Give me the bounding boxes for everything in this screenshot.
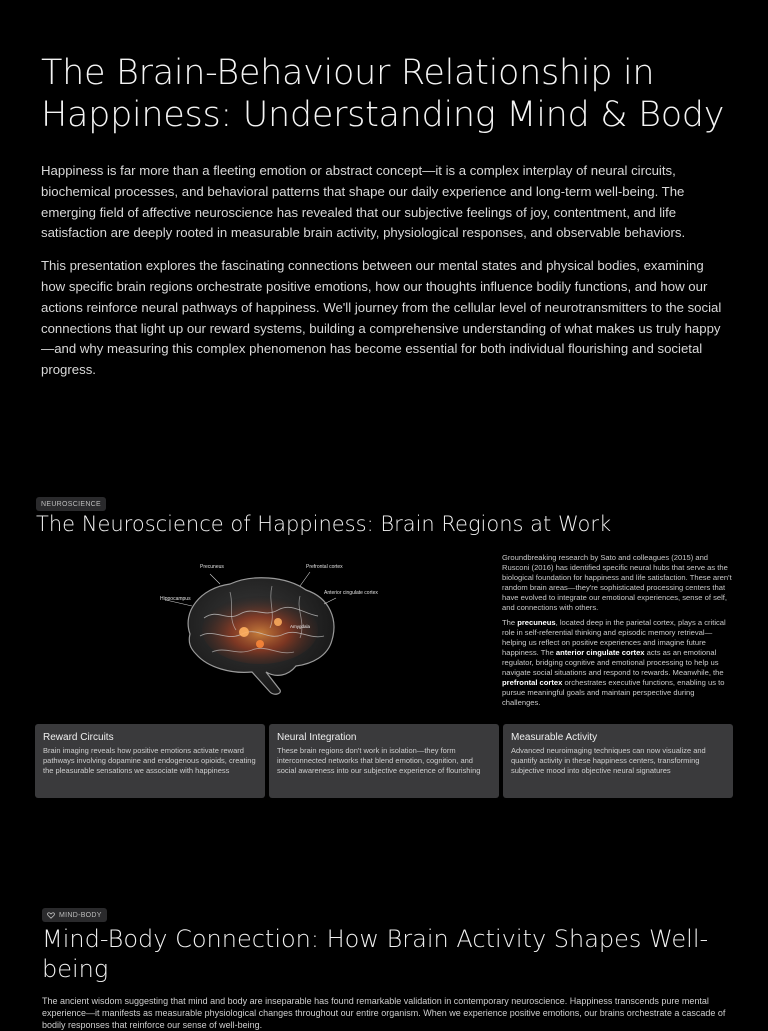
feature-cards [35, 724, 733, 798]
brain-label-hippocampus: Hippocampus [160, 596, 191, 602]
brain-label-prefrontal: Prefrontal cortex [306, 564, 343, 570]
intro-section [41, 161, 731, 393]
card-text: These brain regions don't work in isolation—they form interconnected networks that blend emotion, cognition, and social awareness into our subjective experience of flourishing [277, 746, 481, 775]
neuro-paragraph-regions [502, 618, 734, 708]
text-span: orchestrates executive functions, enabling us to pursue meaningful goals and maintain perspective during challenges. [502, 678, 725, 707]
text-span: , located deep in the parietal cortex, plays a critical role in self-referential thinking and episodic memory retrieval—helping us reflect on positive experiences and imagine future happiness. The [502, 618, 726, 657]
page-title: The Brain-Behaviour Relationship in Happiness: Understanding Mind & Body [41, 53, 725, 135]
brain-label-acc: Anterior cingulate cortex [324, 590, 378, 596]
heart-icon [47, 912, 55, 919]
neuroscience-description [502, 553, 734, 713]
card-neural-integration [269, 724, 499, 798]
card-reward-circuits [35, 724, 265, 798]
card-title: Reward Circuits [43, 732, 114, 743]
mind-body-tag [42, 908, 107, 922]
intro-paragraph: Happiness is far more than a fleeting emotion or abstract concept—it is a complex interplay of neural circuits, biochemical processes, and behavioral patterns that shape our daily experience and long-term well-being. The emerging field of affective neuroscience has revealed that our subjective feelings of joy, contentment, and life satisfaction are deeply rooted in measurable brain activity, physiological responses, and observable behaviors. [41, 163, 686, 241]
card-title: Neural Integration [277, 732, 357, 743]
brain-label-precuneus: Precuneus [200, 564, 224, 570]
card-title: Measurable Activity [511, 732, 598, 743]
neuroscience-title: The Neuroscience of Happiness: Brain Regions at Work [36, 512, 612, 536]
card-measurable-activity [503, 724, 733, 798]
neuro-paragraph: Groundbreaking research by Sato and colleagues (2015) and Rusconi (2016) has identified specific neural hubs that serve as the biological foundation for happiness and life satisfaction. These aren't random brain areas—they're sophisticated processing centers that have evolved to integrate our emotional experiences, sense of self, and connections with others. [502, 553, 732, 612]
brain-illustration [160, 556, 378, 702]
text-span: The [502, 618, 518, 627]
neuroscience-tag: NEUROSCIENCE [36, 497, 106, 511]
precuneus-term: precuneus [517, 618, 556, 627]
mind-body-tag-label: MIND-BODY [59, 911, 102, 919]
mind-body-text: The ancient wisdom suggesting that mind and body are inseparable has found remarkable validation in contemporary neuroscience. Happiness transcends pure mental experience—it manifests as measurable physiological changes throughout our entire organism. When we experience positive emotions, our brains orchestrate a cascade of bodily responses that reinforce our sense of well-being. [42, 996, 726, 1030]
mind-body-title: Mind-Body Connection: How Brain Activity Shapes Well-being [42, 925, 709, 983]
text-span: acts as an emotional regulator, bridging cognitive and emotional processing to help us navigate social situations and respond to rewards. Meanwhile, the [502, 648, 724, 677]
intro-paragraph: This presentation explores the fascinating connections between our mental states and physical bodies, examining how specific brain regions orchestrate positive emotions, how our thoughts influence bodily functions, and how our actions reinforce neural pathways of happiness. We'll journey from the cellular level of neurotransmitters to the social connections that light up our reward systems, building a comprehensive understanding of what makes us truly happy—and why measuring this complex phenomenon has become essential for both individual flourishing and societal progress. [41, 258, 722, 378]
pfc-term: prefrontal cortex [502, 678, 563, 687]
card-text: Advanced neuroimaging techniques can now visualize and quantify activity in these happiness centers, transforming subjective mood into objective neural signatures [511, 746, 706, 775]
brain-label-amygdala: Amygdala [290, 624, 311, 629]
acc-term: anterior cingulate cortex [555, 648, 645, 657]
card-text: Brain imaging reveals how positive emotions activate reward pathways involving dopamine and endogenous opioids, creating the pleasurable sensations we associate with happiness [43, 746, 256, 775]
brain-image [160, 556, 378, 702]
